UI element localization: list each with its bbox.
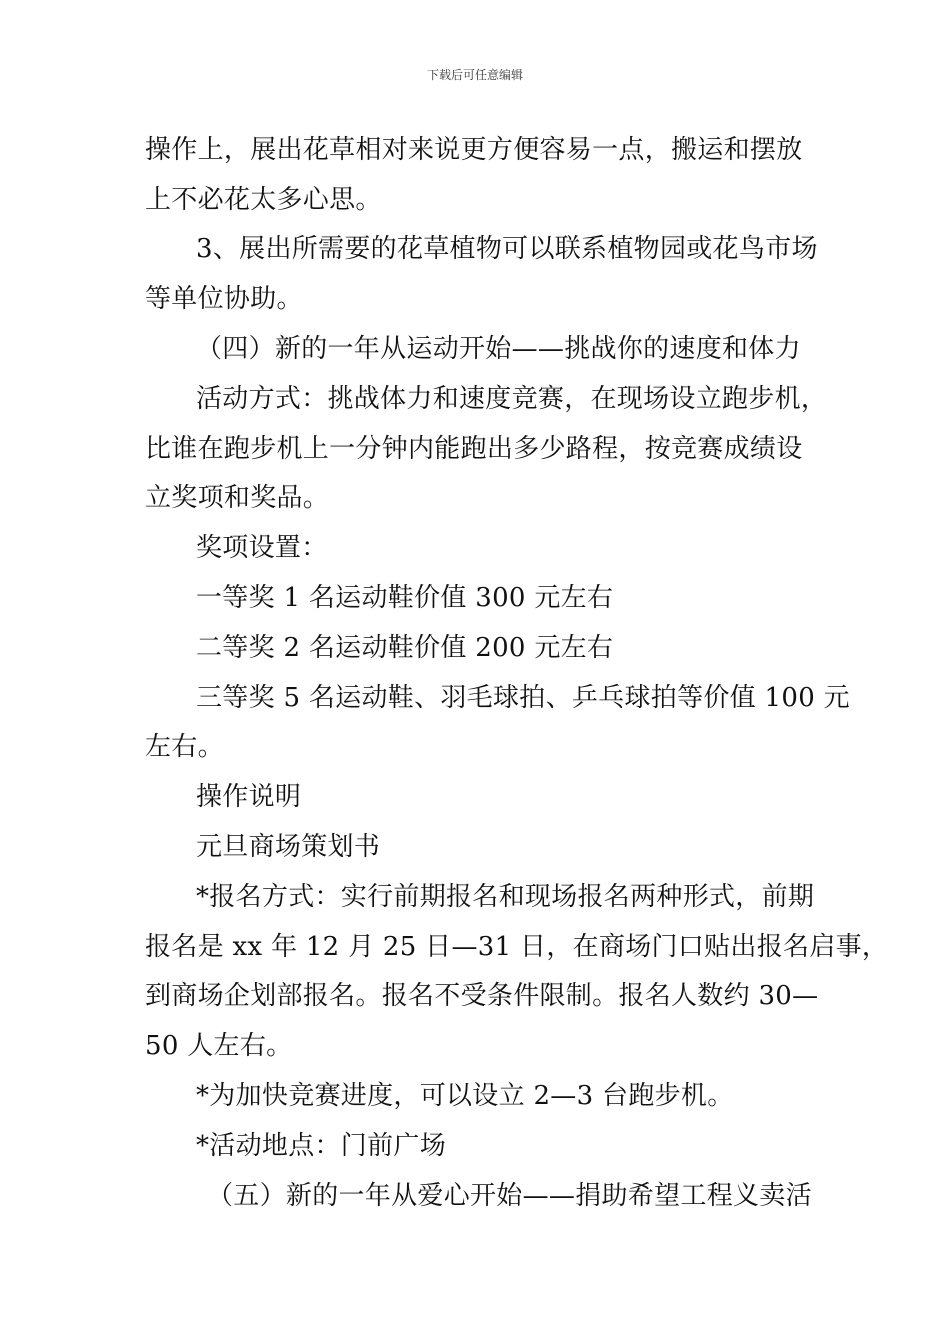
page-header-note: 下载后可任意编辑 xyxy=(426,68,523,82)
prize-line: 二等奖 2 名运动鞋价值 200 元左右 xyxy=(196,633,614,663)
paragraph-line: 立奖项和奖品。 xyxy=(145,483,330,513)
paragraph-line: 比谁在跑步机上一分钟内能跑出多少路程，按竞赛成绩设 xyxy=(145,434,803,464)
prize-line: 一等奖 1 名运动鞋价值 300 元左右 xyxy=(196,583,614,613)
paragraph-line: 操作说明 xyxy=(196,782,302,812)
paragraph-line: 报名是 xx 年 12 月 25 日—31 日，在商场门口贴出报名启事， xyxy=(145,932,889,962)
paragraph-line: 到商场企划部报名。报名不受条件限制。报名人数约 30— xyxy=(145,981,819,1011)
paragraph-line: 3、展出所需要的花草植物可以联系植物园或花鸟市场 xyxy=(196,234,818,264)
paragraph-line: 操作上，展出花草相对来说更方便容易一点，搬运和摆放 xyxy=(145,135,803,165)
section-heading: （四）新的一年从运动开始——挑战你的速度和体力 xyxy=(196,334,801,364)
paragraph-line: 50 人左右。 xyxy=(145,1031,293,1061)
paragraph-line: 等单位协助。 xyxy=(145,284,303,314)
section-heading: （五）新的一年从爱心开始——捐助希望工程义卖活 xyxy=(207,1181,812,1211)
paragraph-line: *活动地点：门前广场 xyxy=(196,1131,447,1161)
paragraph-line: 元旦商场策划书 xyxy=(196,832,381,862)
paragraph-line: *为加快竞赛进度，可以设立 2—3 台跑步机。 xyxy=(196,1081,734,1111)
paragraph-line: 奖项设置： xyxy=(196,533,328,563)
paragraph-line: 活动方式：挑战体力和速度竞赛，在现场设立跑步机， xyxy=(196,384,828,414)
paragraph-line: *报名方式：实行前期报名和现场报名两种形式，前期 xyxy=(196,882,815,912)
prize-line: 三等奖 5 名运动鞋、羽毛球拍、乒乓球拍等价值 100 元 xyxy=(196,683,850,713)
paragraph-line: 左右。 xyxy=(145,732,224,762)
paragraph-line: 上不必花太多心思。 xyxy=(145,185,382,215)
